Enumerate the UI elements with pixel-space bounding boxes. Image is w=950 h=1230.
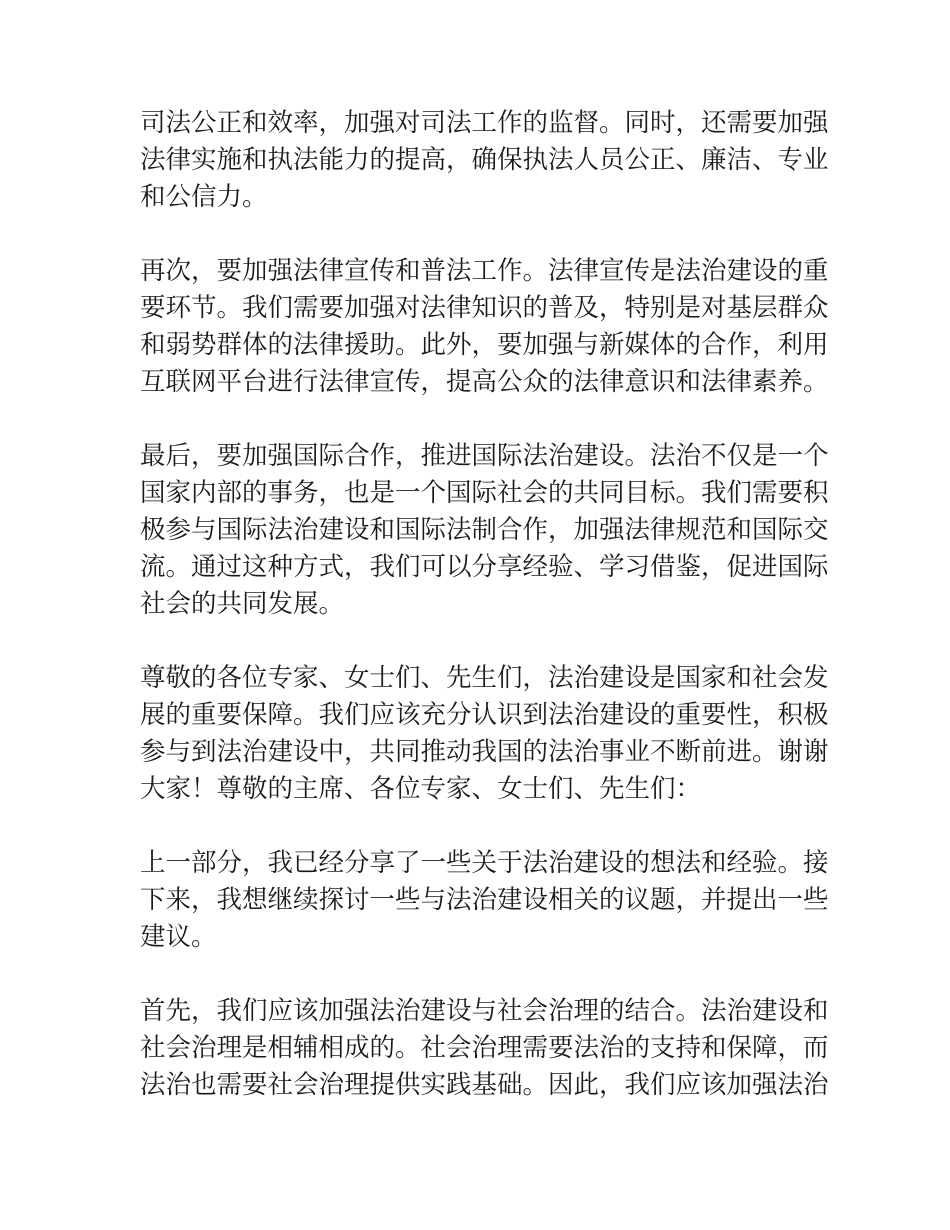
text-line: 法治也需要社会治理提供实践基础。因此，我们应该加强法治 xyxy=(140,1070,829,1100)
text-line: 流。通过这种方式，我们可以分享经验、学习借鉴，促进国际 xyxy=(140,552,829,582)
text-line: 尊敬的各位专家、女士们、先生们，法治建设是国家和社会发 xyxy=(140,663,829,693)
text-line: 最后，要加强国际合作，推进国际法治建设。法治不仅是一个 xyxy=(140,441,829,471)
paragraph-4 xyxy=(140,660,829,808)
text-line: 首先，我们应该加强法治建设与社会治理的结合。法治建设和 xyxy=(140,996,829,1026)
paragraph-1 xyxy=(140,105,829,216)
paragraph-3 xyxy=(140,438,829,623)
paragraph-6 xyxy=(140,993,829,1104)
text-line: 展的重要保障。我们应该充分认识到法治建设的重要性，积极 xyxy=(140,700,829,730)
text-line: 参与到法治建设中，共同推动我国的法治事业不断前进。谢谢 xyxy=(140,737,829,767)
paragraph-2 xyxy=(140,253,829,401)
text-line: 法律实施和执法能力的提高，确保执法人员公正、廉洁、专业 xyxy=(140,145,829,175)
text-line: 司法公正和效率，加强对司法工作的监督。同时，还需要加强 xyxy=(140,108,829,138)
text-line: 国家内部的事务，也是一个国际社会的共同目标。我们需要积 xyxy=(140,478,829,508)
text-line: 和公信力。 xyxy=(140,182,268,212)
text-line: 极参与国际法治建设和国际法制合作，加强法律规范和国际交 xyxy=(140,515,829,545)
text-line: 建议。 xyxy=(140,922,217,952)
text-line: 再次，要加强法律宣传和普法工作。法律宣传是法治建设的重 xyxy=(140,256,829,286)
document-page xyxy=(140,105,829,1141)
text-line: 大家！尊敬的主席、各位专家、女士们、先生们： xyxy=(140,774,702,804)
text-line: 社会的共同发展。 xyxy=(140,589,345,619)
text-line: 要环节。我们需要加强对法律知识的普及，特别是对基层群众 xyxy=(140,293,829,323)
text-line: 互联网平台进行法律宣传，提高公众的法律意识和法律素养。 xyxy=(140,367,829,397)
text-line: 和弱势群体的法律援助。此外，要加强与新媒体的合作，利用 xyxy=(140,330,829,360)
text-line: 下来，我想继续探讨一些与法治建设相关的议题，并提出一些 xyxy=(140,885,829,915)
text-line: 社会治理是相辅相成的。社会治理需要法治的支持和保障，而 xyxy=(140,1033,829,1063)
paragraph-5 xyxy=(140,845,829,956)
text-line: 上一部分，我已经分享了一些关于法治建设的想法和经验。接 xyxy=(140,848,829,878)
